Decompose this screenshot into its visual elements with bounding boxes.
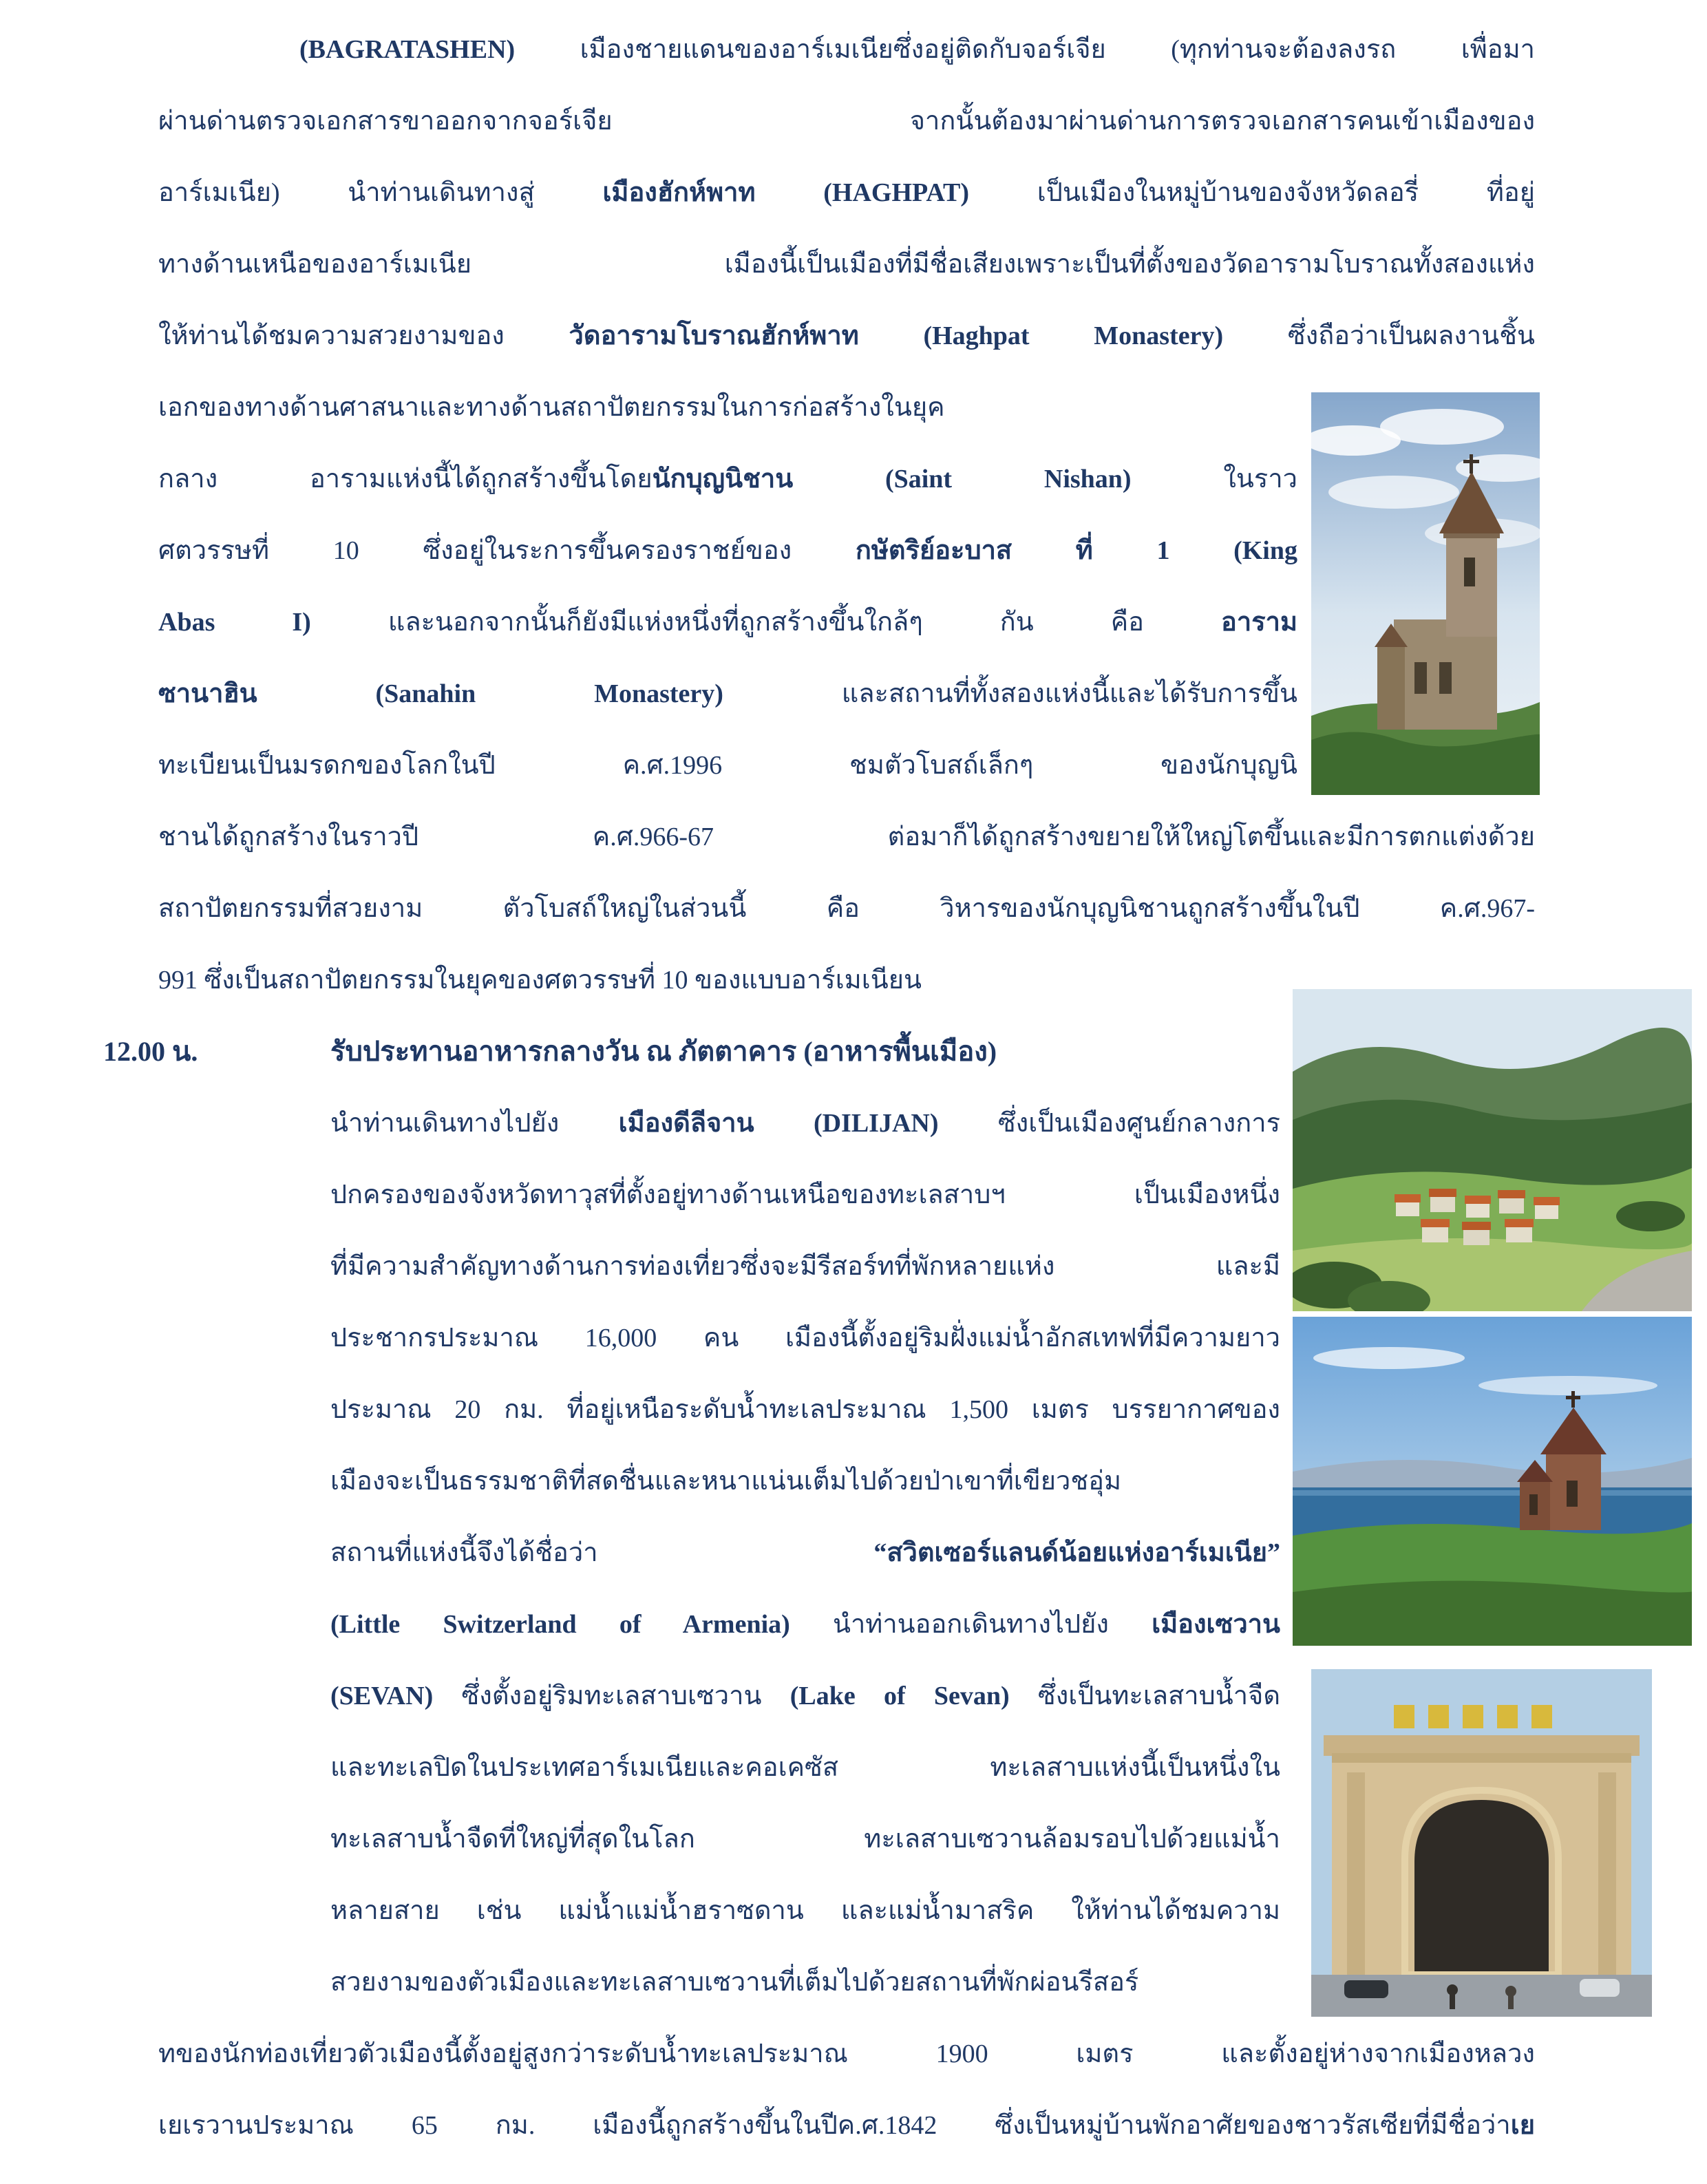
haghpat-monastery-photo [1311, 392, 1540, 795]
text-line [158, 14, 1535, 85]
text-line [330, 1660, 1280, 1732]
text-line [330, 1159, 1280, 1231]
paragraph-dilijan-sevan-wrapped [330, 1088, 1280, 2018]
schedule-time: 12.00 น. [103, 1036, 198, 1067]
text-line [330, 1374, 1280, 1445]
paragraph-bagratashen [158, 14, 1535, 372]
text-line [158, 300, 1535, 372]
text-line [158, 229, 1535, 300]
text-line [158, 658, 1297, 730]
text-segment: และนอกจากนั้นก็ยังมีแห่งหนึ่งที่ถูกสร้างขึ้นใกล้ๆ กัน คือ [388, 608, 1222, 637]
text-segment: และทะเลปิดในประเทศอาร์เมเนียและคอเคซัส ทะเลสาบแห่งนี้เป็นหนึ่งใน [330, 1753, 1280, 1782]
text-line [158, 586, 1297, 658]
text-line [330, 1445, 1280, 1517]
text-segment: เมืองเซวาน [1152, 1610, 1280, 1639]
paragraph-haghpat-wrapped [158, 372, 1297, 801]
text-segment: วัดอารามโบราณฮักห์พาท (Haghpat Monastery) [569, 321, 1288, 350]
text-line [330, 1732, 1280, 1803]
text-segment: เมืองชายแดนของอาร์เมเนียซึ่งอยู่ติดกับจอร์เจีย (ทุกท่านจะต้องลงรถ เพื่อมา [580, 35, 1535, 64]
text-segment: ซึ่งเป็นทะเลสาบน้ำจืด [1037, 1682, 1280, 1710]
text-segment: เอกของทางด้านศาสนาและทางด้านสถาปัตยกรรมในการก่อสร้างในยุค [158, 393, 945, 422]
text-line [330, 1875, 1280, 1947]
lake-sevan-illustration [1293, 1317, 1692, 1646]
text-segment: ซึ่งตั้งอยู่ริมทะเลสาบเซวาน [461, 1682, 790, 1710]
text-segment: สวยงามของตัวเมืองและทะเลสาบเซวานที่เต็มไปด้วยสถานที่พักผ่อนรีสอร์ [330, 1968, 1139, 1997]
text-segment: เมืองฮักห์พาท (HAGHPAT) [602, 178, 1037, 207]
text-segment: ศตวรรษที่ 10 ซึ่งอยู่ในระการขึ้นครองราชย์ของ [158, 536, 856, 565]
text-line [330, 1302, 1280, 1374]
lake-sevan-church-photo [1293, 1317, 1692, 1646]
text-line [158, 873, 1535, 944]
text-line [330, 1947, 1280, 2018]
text-segment: (Little Switzerland of Armenia) [330, 1610, 833, 1639]
schedule-activity: รับประทานอาหารกลางวัน ณ ภัตตาคาร (อาหารพื้นเมือง) [330, 1036, 997, 1067]
text-segment: “สวิตเซอร์แลนด์น้อยแห่งอาร์เมเนีย” [873, 1538, 1280, 1567]
text-segment: ทางด้านเหนือของอาร์เมเนีย เมืองนี้เป็นเมืองที่มีชื่อเสียงเพราะเป็นที่ตั้งของวัดอารามโบราณทั้งสองแห่ง [158, 250, 1535, 279]
text-line [158, 2018, 1535, 2090]
text-segment: 991 ซึ่งเป็นสถาปัตยกรรมในยุคของศตวรรษที่ 10 ของแบบอาร์เมเนียน [158, 966, 922, 995]
text-segment: สถาปัตยกรรมที่สวยงาม ตัวโบสถ์ใหญ่ในส่วนนี้ คือ วิหารของนักบุญนิชานถูกสร้างขึ้นในปี ค.ศ.967- [158, 894, 1535, 923]
text-line [158, 443, 1297, 515]
dilijan-valley-illustration [1293, 989, 1692, 1311]
text-segment: นำท่านออกเดินทางไปยัง [832, 1610, 1152, 1639]
text-segment: ผ่านด่านตรวจเอกสารขาออกจากจอร์เจีย จากนั้นต้องมาผ่านด่านการตรวจเอกสารคนเข้าเมืองของ [158, 107, 1535, 136]
sevan-town-gate-photo [1311, 1669, 1652, 2017]
text-line [158, 372, 1297, 443]
text-segment: ประมาณ 20 กม. ที่อยู่เหนือระดับน้ำทะเลประมาณ 1,500 เมตร บรรยากาศของ [330, 1395, 1280, 1424]
text-line [158, 515, 1297, 586]
text-segment: (SEVAN) [330, 1682, 462, 1710]
text-line [158, 2090, 1535, 2161]
text-line [158, 730, 1297, 801]
text-segment: เยเรวานประมาณ 65 กม. เมืองนี้ถูกสร้างขึ้นในปีค.ศ.1842 ซึ่งเป็นหมู่บ้านพักอาศัยของชาวรัสเซียที่มีชื่อว่า [158, 2111, 1511, 2140]
text-line [330, 1589, 1280, 1660]
text-segment: ในราว [1223, 465, 1297, 494]
text-segment: เย [1510, 2111, 1535, 2140]
text-segment: ทะเลสาบน้ำจืดที่ใหญ่ที่สุดในโลก ทะเลสาบเซวานล้อมรอบไปด้วยแม่น้ำ [330, 1825, 1280, 1854]
text-line [330, 1231, 1280, 1302]
text-segment: ชานได้ถูกสร้างในราวปี ค.ศ.966-67 ต่อมาก็ได้ถูกสร้างขยายให้ใหญ่โตขึ้นและมีการตกแต่งด้วย [158, 823, 1535, 851]
text-line [330, 1088, 1280, 1159]
text-segment: หลายสาย เช่น แม่น้ำแม่น้ำฮราซดาน และแม่น้ำมาสริค ให้ท่านได้ชมความ [330, 1896, 1280, 1925]
text-segment: กษัตริย์อะบาส ที่ 1 (King [855, 536, 1297, 565]
text-line [158, 157, 1535, 229]
paragraph-sevan-full [158, 2018, 1535, 2161]
text-segment: และสถานที่ทั้งสองแห่งนี้และได้รับการขึ้น [841, 679, 1297, 708]
paragraph-haghpat-full [158, 801, 1535, 1016]
text-segment: (BAGRATASHEN) [299, 35, 580, 64]
text-segment: อาราม [1221, 608, 1297, 637]
sevan-gate-illustration [1311, 1669, 1652, 2017]
text-segment: นักบุญนิชาน (Saint Nishan) [652, 465, 1224, 494]
text-segment: นำท่านเดินทางไปยัง [330, 1109, 619, 1138]
text-segment: ทะเบียนเป็นมรดกของโลกในปี ค.ศ.1996 ชมตัวโบสถ์เล็กๆ ของนักบุญนิ [158, 751, 1297, 780]
text-segment: ซึ่งเป็นเมืองศูนย์กลางการ [997, 1109, 1280, 1138]
text-line [158, 801, 1535, 873]
text-segment: ปกครองของจังหวัดทาวุสที่ตั้งอยู่ทางด้านเหนือของทะเลสาบฯ เป็นเมืองหนึ่ง [330, 1180, 1280, 1209]
text-segment: ประชากรประมาณ 16,000 คน เมืองนี้ตั้งอยู่ริมฝั่งแม่น้ำอักสเทฟที่มีความยาว [330, 1324, 1280, 1353]
text-segment: สถานที่แห่งนี้จึงได้ชื่อว่า [330, 1538, 874, 1567]
text-segment: เมืองจะเป็นธรรมชาติที่สดชื่นและหนาแน่นเต็มไปด้วยป่าเขาที่เขียวชอุ่ม [330, 1467, 1121, 1496]
text-segment: ซานาฮิน (Sanahin Monastery) [158, 679, 842, 708]
text-segment: ที่มีความสำคัญทางด้านการท่องเที่ยวซึ่งจะมีรีสอร์ทที่พักหลายแห่ง และมี [330, 1252, 1280, 1281]
haghpat-monastery-illustration [1311, 392, 1540, 795]
text-segment: (Lake of Sevan) [789, 1682, 1038, 1710]
text-segment: ให้ท่านได้ชมความสวยงามของ [158, 321, 569, 350]
text-segment: ซึ่งถือว่าเป็นผลงานชิ้น [1287, 321, 1535, 350]
text-line [330, 1803, 1280, 1875]
text-segment: ทของนักท่องเที่ยวตัวเมืองนี้ตั้งอยู่สูงกว่าระดับน้ำทะเลประมาณ 1900 เมตร และตั้งอยู่ห่างจากเมืองหลวง [158, 2039, 1535, 2068]
text-segment: เมืองดีลีจาน (DILIJAN) [618, 1109, 998, 1138]
text-segment: Abas I) [158, 608, 388, 637]
text-line [330, 1517, 1280, 1589]
text-segment: เป็นเมืองในหมู่บ้านของจังหวัดลอรี่ ที่อยู่ [1037, 178, 1535, 207]
text-segment: อาร์เมเนีย) นำท่านเดินทางสู่ [158, 178, 603, 207]
text-segment: กลาง อารามแห่งนี้ได้ถูกสร้างขึ้นโดย [158, 465, 653, 494]
text-line [158, 85, 1535, 157]
dilijan-valley-photo [1293, 989, 1692, 1311]
